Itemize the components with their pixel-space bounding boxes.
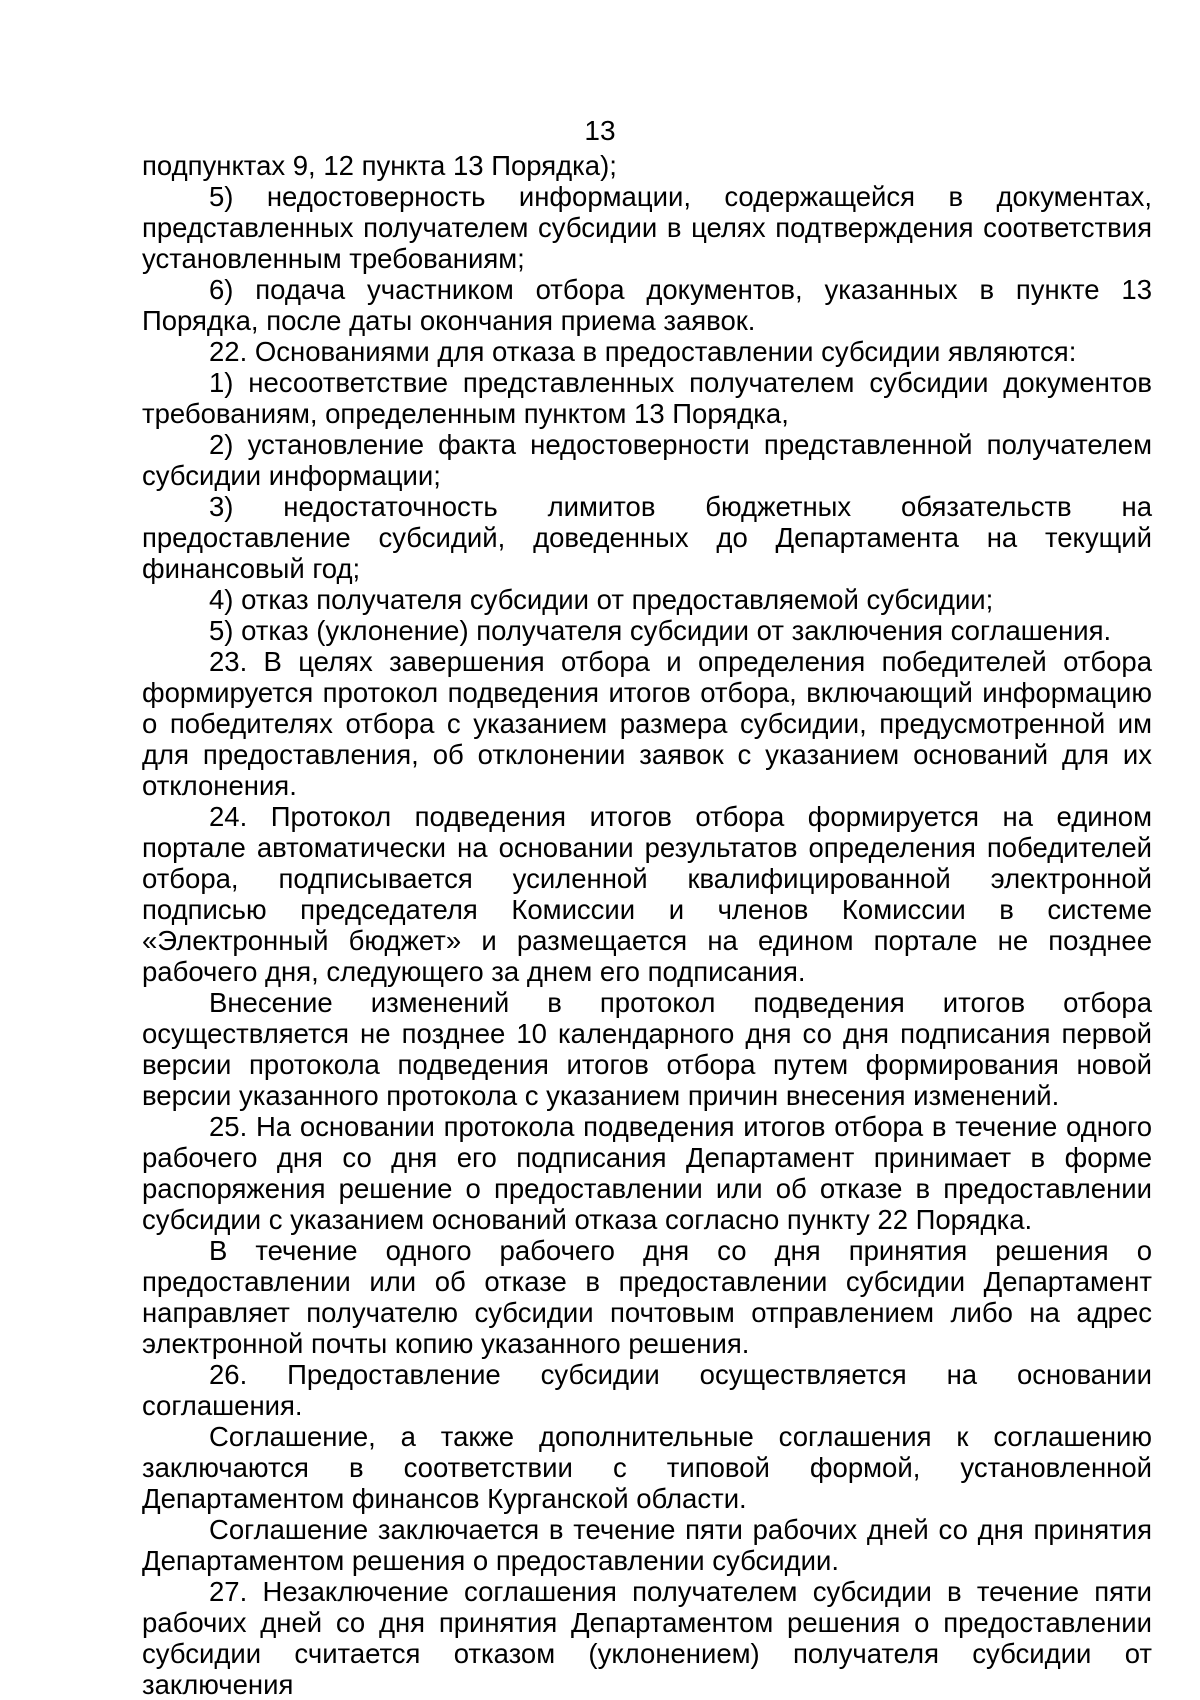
paragraph: 5) недостоверность информации, содержащейся в документах, представленных получателем субсидии в целях подтверждения соответствия установленным требованиям; (142, 181, 1152, 274)
paragraph: 22. Основаниями для отказа в предоставлении субсидии являются: (209, 336, 1077, 367)
paragraph: Внесение изменений в протокол подведения итогов отбора осуществляется не позднее 10 календарного дня со дня подписания первой версии протокола подведения итогов отбора путем формирования новой версии указанного протокола с указанием причин внесения изменений. (142, 987, 1152, 1111)
paragraph: 6) подача участником отбора документов, указанных в пункте 13 Порядка, после даты окончания приема заявок. (142, 274, 1152, 336)
document-body (142, 150, 1152, 1700)
paragraph: 26. Предоставление субсидии осуществляется на основании соглашения. (142, 1359, 1152, 1421)
paragraph: 1) несоответствие представленных получателем субсидии документов требованиям, определенным пунктом 13 Порядка, (142, 367, 1152, 429)
paragraph: В течение одного рабочего дня со дня принятия решения о предоставлении или об отказе в предоставлении субсидии Департамент направляет получателю субсидии почтовым отправлением либо на адрес электронной почты копию указанного решения. (142, 1235, 1152, 1359)
paragraph: 3) недостаточность лимитов бюджетных обязательств на предоставление субсидий, доведенных до Департамента на текущий финансовый год; (142, 491, 1152, 584)
paragraph: Соглашение, а также дополнительные соглашения к соглашению заключаются в соответствии с типовой формой, установленной Департаментом финансов Курганской области. (142, 1421, 1152, 1514)
paragraph: 2) установление факта недостоверности представленной получателем субсидии информации; (142, 429, 1152, 491)
paragraph: подпунктах 9, 12 пункта 13 Порядка); (142, 150, 617, 181)
paragraph: 25. На основании протокола подведения итогов отбора в течение одного рабочего дня со дня его подписания Департамент принимает в форме распоряжения решение о предоставлении или об отказе в предоставлении субсидии с указанием оснований отказа согласно пункту 22 Порядка. (142, 1111, 1152, 1235)
paragraph: 27. Незаключение соглашения получателем субсидии в течение пяти рабочих дней со дня принятия Департаментом решения о предоставлении субсидии считается отказом (уклонением) получателя субсидии от заключения (142, 1576, 1152, 1700)
paragraph: 4) отказ получателя субсидии от предоставляемой субсидии; (209, 584, 994, 615)
paragraph: 23. В целях завершения отбора и определения победителей отбора формируется протокол подведения итогов отбора, включающий информацию о победителях отбора с указанием размера субсидии, предусмотренной им для предоставления, об отклонении заявок с указанием оснований для их отклонения. (142, 646, 1152, 801)
page-number: 13 (584, 115, 616, 146)
paragraph: Соглашение заключается в течение пяти рабочих дней со дня принятия Департаментом решения о предоставлении субсидии. (142, 1514, 1152, 1576)
paragraph: 24. Протокол подведения итогов отбора формируется на едином портале автоматически на основании результатов определения победителей отбора, подписывается усиленной квалифицированной электронной подписью председателя Комиссии и членов Комиссии в системе «Электронный бюджет» и размещается на едином портале не позднее рабочего дня, следующего за днем его подписания. (142, 801, 1152, 987)
paragraph: 5) отказ (уклонение) получателя субсидии от заключения соглашения. (209, 615, 1112, 646)
